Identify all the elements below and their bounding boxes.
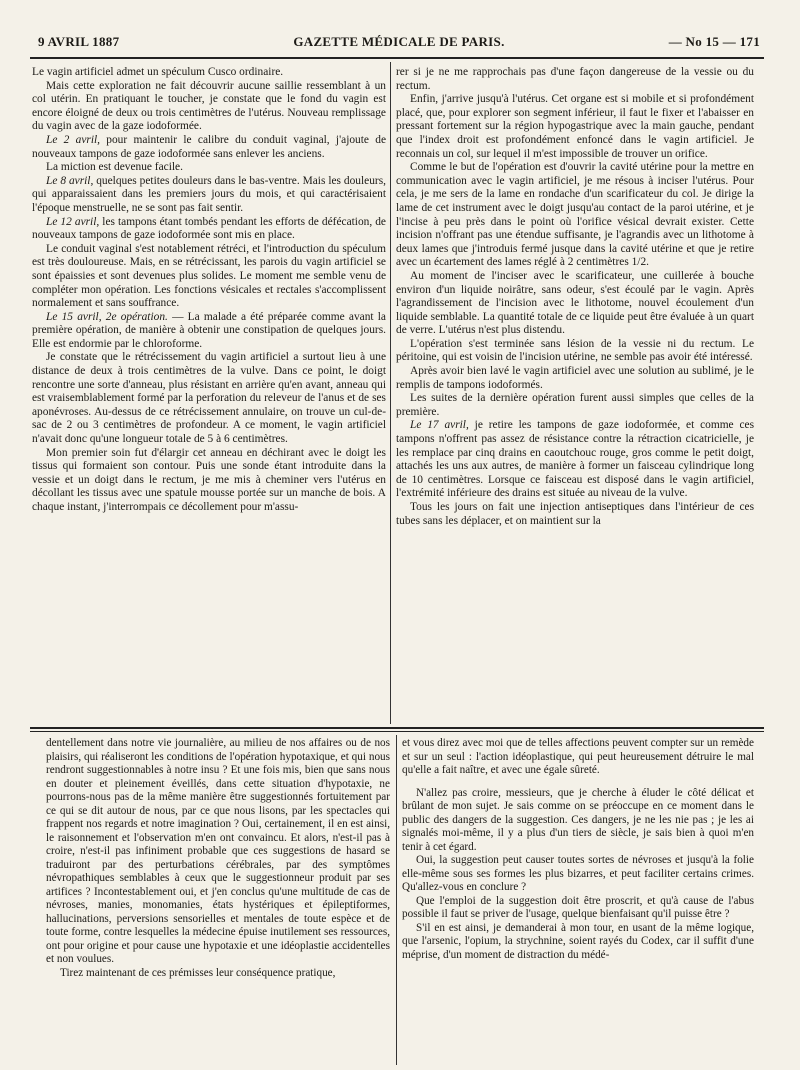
- paragraph: [402, 854, 754, 895]
- paragraph-text: Tous les jours on fait une injection antiseptiques dans l'intérieur de ces tubes sans les déplacer, et on maintient sur la: [396, 501, 754, 527]
- paragraph: [396, 392, 754, 419]
- top-left-column: [32, 66, 386, 722]
- paragraph: [396, 338, 754, 365]
- paragraph: [396, 161, 754, 270]
- paragraph: [402, 787, 754, 855]
- paragraph: [32, 216, 386, 243]
- paragraph: [46, 967, 390, 981]
- paragraph: [32, 66, 386, 80]
- section-rule: [30, 727, 764, 729]
- paragraph: [32, 134, 386, 161]
- paragraph: [32, 447, 386, 515]
- column-separator: [396, 735, 397, 1065]
- paragraph-text: rer si je ne me rapprochais pas d'une façon dangereuse de la vessie ou du rectum.: [396, 66, 754, 92]
- paragraph-text: La miction est devenue facile.: [46, 161, 183, 174]
- paragraph-text: Après avoir bien lavé le vagin artificiel avec une solution au sublimé, je le remplis de tampons iodoformés.: [396, 365, 754, 391]
- paragraph: [396, 419, 754, 501]
- entry-date: Le 8 avril,: [46, 174, 94, 187]
- paragraph: [402, 737, 754, 778]
- journal-title: GAZETTE MÉDICALE DE PARIS.: [293, 34, 505, 49]
- paragraph-text: Mon premier soin fut d'élargir cet anneau en déchirant avec le doigt les tissus qui formaient son contour. Puis une sonde étant introduite dans la vessie et un doigt dans le rectum, je me mis à cheminer vers l'utérus en décollant les tissus avec une spatule mousse portée sur un manche de bois. A chaque instant, j'interrompais ce décollement pour m'assu-: [32, 446, 386, 513]
- paragraph: [396, 270, 754, 338]
- section-rule-thin: [30, 731, 764, 732]
- bottom-right-column: [402, 737, 754, 1067]
- header-rule: [30, 57, 764, 59]
- paragraph-text: Tirez maintenant de ces prémisses leur conséquence pratique,: [60, 966, 336, 979]
- paragraph: [46, 737, 390, 967]
- paragraph: [32, 351, 386, 446]
- paragraph-text: N'allez pas croire, messieurs, que je cherche à éluder le côté délicat et brûlant de mon sujet. Je sais comme on se préoccupe en ce moment dans le public des dangers de la suggestion. Ces dangers, je ne les nie pas ; je les ai signalés moi-même, il y a plus d'un tiers de siècle, je sais bien à quoi m'en tenir à cet égard.: [402, 786, 754, 853]
- bottom-left-column: [46, 737, 390, 1067]
- paragraph-text: Enfin, j'arrive jusqu'à l'utérus. Cet organe est si mobile et si profondément placé, que, pour explorer son segment inférieur, il faut le fixer et l'abaisser en pressant fortement sur la région hypogastrique avec la main gauche, pendant que l'index droit est profondément enfoncé dans le vagin artificiel. Je reconnais un col, sur lequel il m'est impossible de trouver un orifice.: [396, 93, 754, 160]
- paragraph-text: dentellement dans notre vie journalière, au milieu de nos affaires ou de nos plaisirs, qui réaliseront les conditions de l'opération hypotaxique, et qui nous rendront suggestionnables à notre insu ? Et une fois mis, bien que sans nous en douter et pleinement éveillés, dans cette situation d'hypotaxie, ne pourrons-nous pas de la même manière être suggestionnés fortuitement par ce qui se dit autour de nous, par ce que nous lisons, par les spectacles qui frappent nos regards et notre imagination ? Oui, certainement, il en est ainsi, le raisonnement et l'observation m'en ont convaincu. Et alors, n'est-il pas à croire, n'est-il pas infiniment probable que ces suggestions de hasard se traduiront par des perturbations cérébrales, par des symptômes névropathiques semblables à ceux que le suggestionneur produit par ses artifices ? Incontestablement oui, et j'en conclus qu'une multitude de cas de névroses, manies, monomanies, états hystériques et épileptiformes, hallucinations, perversions sensorielles et mentales de toute espèce et de toute forme, contre lesquelles la médecine épuise inutilement ses ressources, ont pour origine et pour cause une hypotaxie et une idéoplastie accidentelles et non voulues.: [46, 737, 390, 965]
- paragraph-text: et vous direz avec moi que de telles affections peuvent compter sur un remède et sur un seul : l'action idéoplastique, qui peut heureusement détruire le mal qu'elle a fait naître, et avec une égale sûreté.: [402, 737, 754, 776]
- paragraph: [396, 66, 754, 93]
- paragraph: [396, 501, 754, 528]
- paragraph-text: Comme le but de l'opération est d'ouvrir la cavité utérine pour la mettre en communication avec le vagin artificiel, je me résous à inciser l'utérus. Pour cela, je me sers de la lame en rondache d'un scarificateur du col. Je dirige la lame de cet instrument avec le doigt jusqu'au contact de la paroi utérine, et je l'incise à peu près dans le point où l'orifice vésical devrait exister. Cette incision n'offrant pas une étendue suffisante, je l'agrandis avec un lithotome à deux lames que j'introduis fermé jusque dans la cavité utérine et que je retire avec un écartement des lames réglé à 2 centimètres 1/2.: [396, 161, 754, 269]
- entry-date: Le 15 avril, 2e opération.: [46, 310, 168, 323]
- paragraph: [32, 175, 386, 216]
- paragraph: [32, 311, 386, 352]
- paragraph: [32, 80, 386, 134]
- paragraph-text: S'il en est ainsi, je demanderai à mon tour, en usant de la même logique, que l'arsenic, l'opium, la strychnine, soient rayés du Codex, car il suffit d'une méprise, d'un moment de distraction du médé-: [402, 921, 754, 961]
- paragraph-text: quelques petites douleurs dans le bas-ventre. Mais les douleurs, qui apparaissaient dans les premiers jours du mois, et qui caractérisaient l'époque menstruelle, ne se sont pas fait sentir.: [32, 174, 386, 214]
- paragraph-text: pour maintenir le calibre du conduit vaginal, j'ajoute de nouveaux tampons de gaze iodoformée sans enlever les anciens.: [32, 133, 386, 160]
- paragraph-text: Le conduit vaginal s'est notablement rétréci, et l'introduction du spéculum est très douloureuse. Mais, en se rétrécissant, les parois du vagin artificiel se sont épaissies et sont devenues plus solides. Le moment me semble venu de compléter mon opération. Les fonctions vésicales et rectales s'accomplissent normalement et sans souffrance.: [32, 242, 386, 310]
- paragraph-text: les tampons étant tombés pendant les efforts de défécation, de nouveaux tampons de gaze iodoformée sont mis en place.: [32, 215, 386, 242]
- paragraph: [396, 365, 754, 392]
- column-separator: [390, 62, 391, 724]
- paragraph: [402, 922, 754, 963]
- entry-date: Le 12 avril,: [46, 215, 100, 228]
- entry-date: Le 17 avril,: [410, 419, 469, 432]
- page-header: [38, 34, 760, 54]
- issue-page-number: — No 15 — 171: [668, 34, 760, 49]
- issue-date: 9 AVRIL 1887: [38, 34, 120, 49]
- paragraph-text: Au moment de l'inciser avec le scarificateur, une cuillerée à bouche environ d'un liquide noirâtre, sans odeur, s'est écoulé par le vagin. Après l'agrandissement de l'incision avec le lithotome, nouvel écoulement d'un liquide semblable. La quantité totale de ce liquide peut être évaluée à un quart de verre. L'utérus n'est plus distendu.: [396, 269, 754, 337]
- paragraph-text: Que l'emploi de la suggestion doit être proscrit, et qu'à cause de l'abus possible il faut se priver de l'usage, quelque bienfaisant qu'il puisse être ?: [402, 894, 754, 920]
- paragraph: [32, 243, 386, 311]
- paragraph-text: Les suites de la dernière opération furent aussi simples que celles de la première.: [396, 392, 754, 418]
- paragraph: [396, 93, 754, 161]
- paragraph-text: je retire les tampons de gaze iodoformée, et comme ces tampons n'offrent pas assez de résistance contre la rétraction cicatricielle, je les remplace par cinq drains en caoutchouc rouge, gros comme le petit doigt, attachés les uns aux autres, de manière à former un faisceau cylindrique long de 10 centimètres. Lorsque ce faisceau est disposé dans le vagin artificiel, l'extrémité inférieure des drains est située au niveau de la vulve.: [396, 419, 754, 500]
- paragraph-text: L'opération s'est terminée sans lésion de la vessie ni du rectum. Le péritoine, qui est voisin de l'incision utérine, ne semble pas avoir été intéressé.: [396, 337, 754, 364]
- paragraph: [402, 895, 754, 922]
- paragraph-text: Le vagin artificiel admet un spéculum Cusco ordinaire.: [32, 66, 284, 78]
- paragraph-text: Oui, la suggestion peut causer toutes sortes de névroses et jusqu'à la folie elle-même sous ses formes les plus bizarres, et peut faciliter certains crimes. Qu'allez-vous en conclure ?: [402, 854, 754, 893]
- paragraph-text: Je constate que le rétrécissement du vagin artificiel a surtout lieu à une distance de deux à trois centimètres de la vulve. Dans ce point, le doigt rencontre une sorte d'anneau, plus résistant en arrière qu'en avant, anneau qui est vraisemblablement formé par la perforation du releveur de l'anus et de ses aponévroses. Au-dessus de ce rétrécissement annulaire, on trouve un cul-de-sac de 2 ou 3 centimètres de profondeur. A ce moment, le vagin artificiel n'avait donc qu'une longueur totale de 5 à 6 centimètres.: [32, 351, 386, 446]
- paragraph: [32, 161, 386, 175]
- paragraph-text: Mais cette exploration ne fait découvrir aucune saillie ressemblant à un col utérin. En pratiquant le toucher, je constate que le fond du vagin est encore éloigné de deux ou trois centimètres de l'utérus. Nouveau remplissage du vagin avec de la gaze iodoformée.: [32, 79, 386, 133]
- top-right-column: [396, 66, 754, 722]
- entry-date: Le 2 avril,: [46, 133, 101, 146]
- paragraph-text: — La malade a été préparée comme avant la première opération, de manière à obtenir une constipation de quelques jours. Elle est endormie par le chloroforme.: [32, 310, 386, 350]
